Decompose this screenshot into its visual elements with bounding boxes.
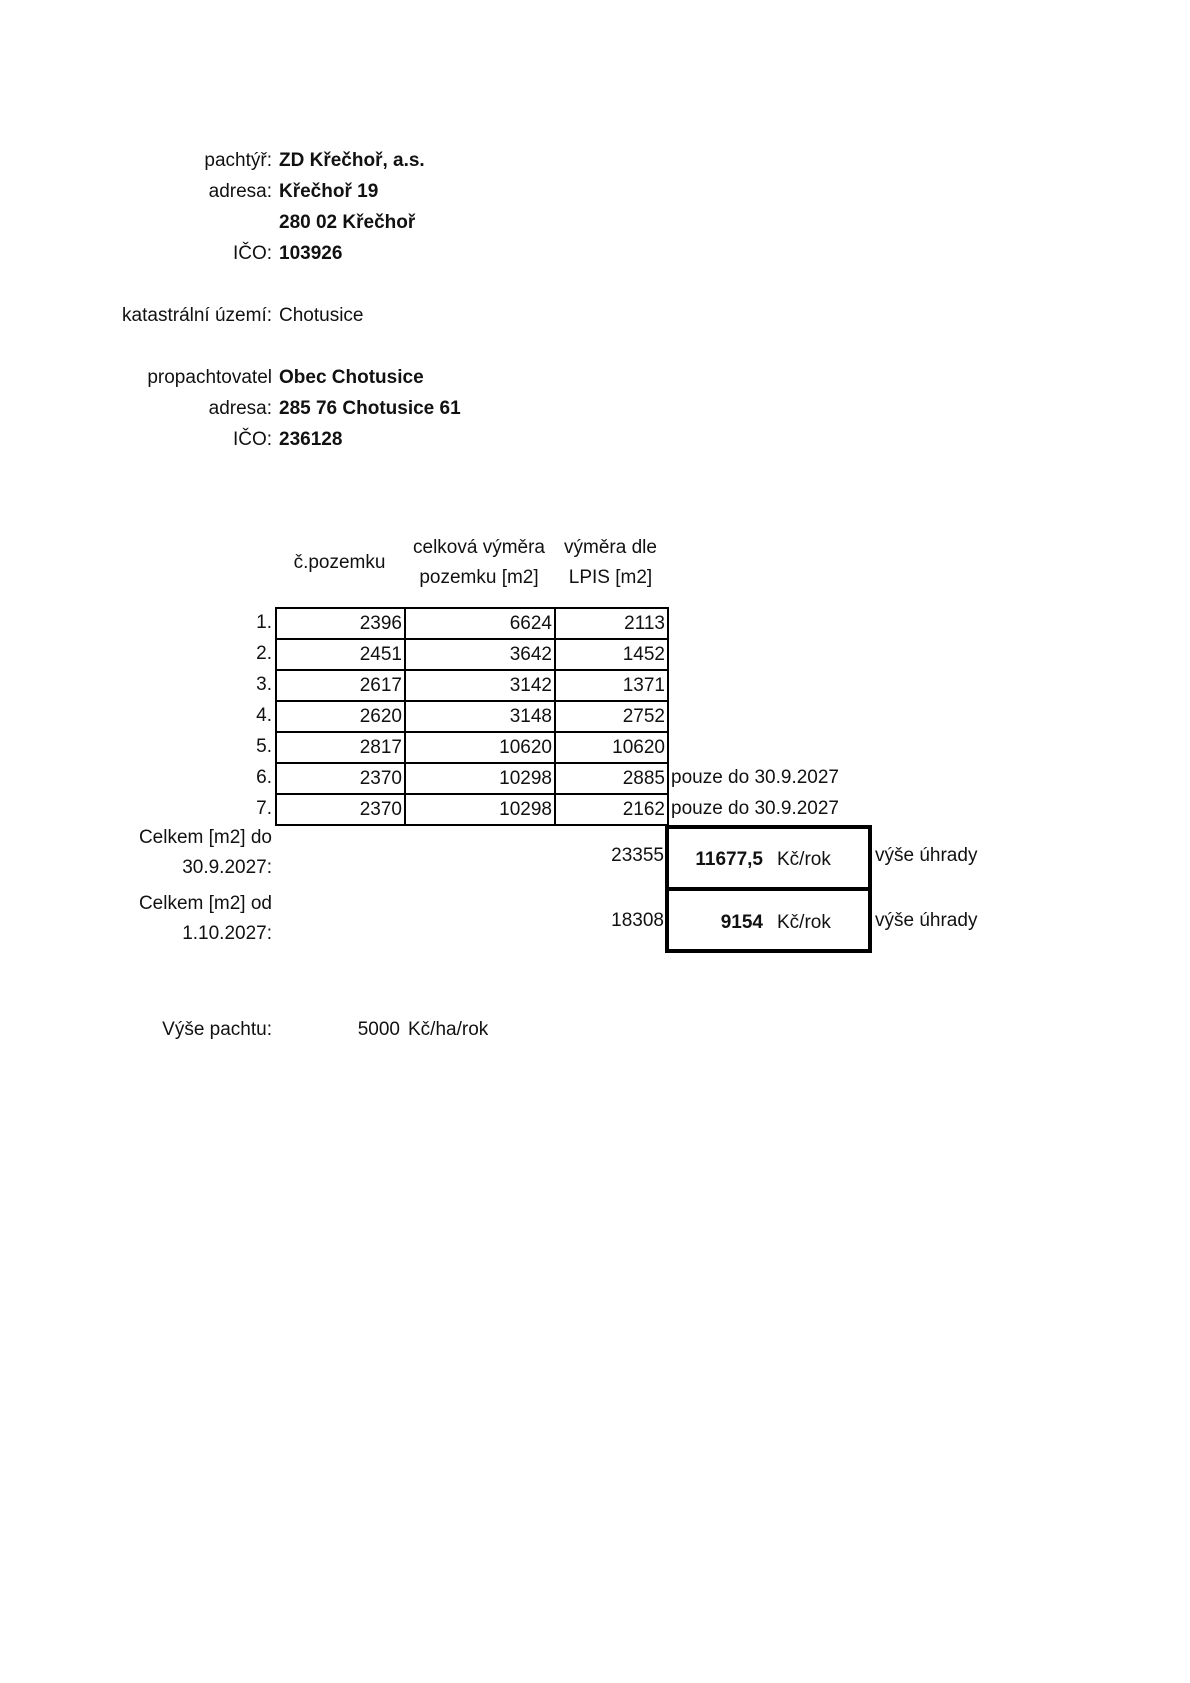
total-area: 18308	[611, 910, 664, 931]
parcel-total-area: 3148	[405, 701, 555, 732]
payment-box	[665, 887, 872, 953]
row-number: 5.	[256, 736, 272, 757]
rent-value: 5000	[357, 1019, 400, 1040]
parcel-number: 2370	[276, 794, 405, 825]
total-label-line1: Celkem [m2] do	[138, 827, 272, 848]
lessor-ico: 236128	[279, 429, 343, 450]
parcel-number: 2370	[276, 763, 405, 794]
table-row	[276, 794, 668, 825]
parcel-lpis-area: 10620	[555, 732, 668, 763]
payment-unit: Kč/rok	[777, 849, 831, 870]
row-number: 2.	[256, 643, 272, 664]
tenant-ico-label: IČO:	[232, 243, 272, 264]
total-label-line2: 1.10.2027:	[182, 923, 272, 944]
lessor-address-label: adresa:	[208, 398, 272, 419]
payment-box	[665, 825, 872, 891]
row-number: 6.	[256, 767, 272, 788]
lessor-name: Obec Chotusice	[279, 367, 424, 388]
payment-note: výše úhrady	[875, 910, 978, 931]
table-row	[276, 701, 668, 732]
parcel-lpis-area: 2752	[555, 701, 668, 732]
row-number: 7.	[256, 798, 272, 819]
header-total-area-2: pozemku [m2]	[419, 567, 539, 588]
rent-unit: Kč/ha/rok	[408, 1019, 489, 1040]
table-row	[276, 732, 668, 763]
header-total-area-1: celková výměra	[413, 537, 545, 558]
parcel-lpis-area: 2113	[555, 608, 668, 639]
parcel-lpis-area: 2885	[555, 763, 668, 794]
payment-amount: 11677,5	[695, 849, 763, 870]
table-row	[276, 639, 668, 670]
tenant-address-line2: 280 02 Křečhoř	[279, 212, 416, 233]
cadastral-label: katastrální území:	[122, 305, 272, 326]
total-area: 23355	[611, 845, 664, 866]
parcel-total-area: 3142	[405, 670, 555, 701]
lessor-address: 285 76 Chotusice 61	[279, 398, 461, 419]
lessor-ico-label: IČO:	[232, 429, 272, 450]
total-label-line1: Celkem [m2] od	[138, 893, 272, 914]
row-note: pouze do 30.9.2027	[671, 798, 839, 819]
parcel-lpis-area: 1371	[555, 670, 668, 701]
parcel-lpis-area: 2162	[555, 794, 668, 825]
parcel-number: 2817	[276, 732, 405, 763]
parcel-total-area: 10298	[405, 794, 555, 825]
parcel-lpis-area: 1452	[555, 639, 668, 670]
payment-unit: Kč/rok	[777, 912, 831, 933]
tenant-name: ZD Křečhoř, a.s.	[279, 150, 425, 171]
parcel-number: 2620	[276, 701, 405, 732]
tenant-address-line1: Křečhoř 19	[279, 181, 379, 202]
header-lpis-2: LPIS [m2]	[568, 567, 653, 588]
tenant-address-label: adresa:	[208, 181, 272, 202]
payment-note: výše úhrady	[875, 845, 978, 866]
row-number: 1.	[256, 612, 272, 633]
payment-amount: 9154	[720, 912, 763, 933]
tenant-ico: 103926	[279, 243, 343, 264]
tenant-label: pachtýř:	[204, 150, 272, 171]
parcel-number: 2396	[276, 608, 405, 639]
table-row	[276, 608, 668, 639]
parcel-total-area: 10620	[405, 732, 555, 763]
parcel-total-area: 3642	[405, 639, 555, 670]
header-lpis-1: výměra dle	[564, 537, 657, 558]
rent-label: Výše pachtu:	[162, 1019, 272, 1040]
parcel-total-area: 6624	[405, 608, 555, 639]
cadastral-value: Chotusice	[279, 305, 364, 326]
total-label-line2: 30.9.2027:	[182, 857, 272, 878]
parcel-table	[275, 607, 669, 826]
parcel-number: 2617	[276, 670, 405, 701]
row-number: 4.	[256, 705, 272, 726]
row-number: 3.	[256, 674, 272, 695]
row-note: pouze do 30.9.2027	[671, 767, 839, 788]
table-row	[276, 670, 668, 701]
header-parcel: č.pozemku	[293, 552, 386, 573]
lessor-label: propachtovatel	[147, 367, 272, 388]
parcel-number: 2451	[276, 639, 405, 670]
table-row	[276, 763, 668, 794]
parcel-total-area: 10298	[405, 763, 555, 794]
